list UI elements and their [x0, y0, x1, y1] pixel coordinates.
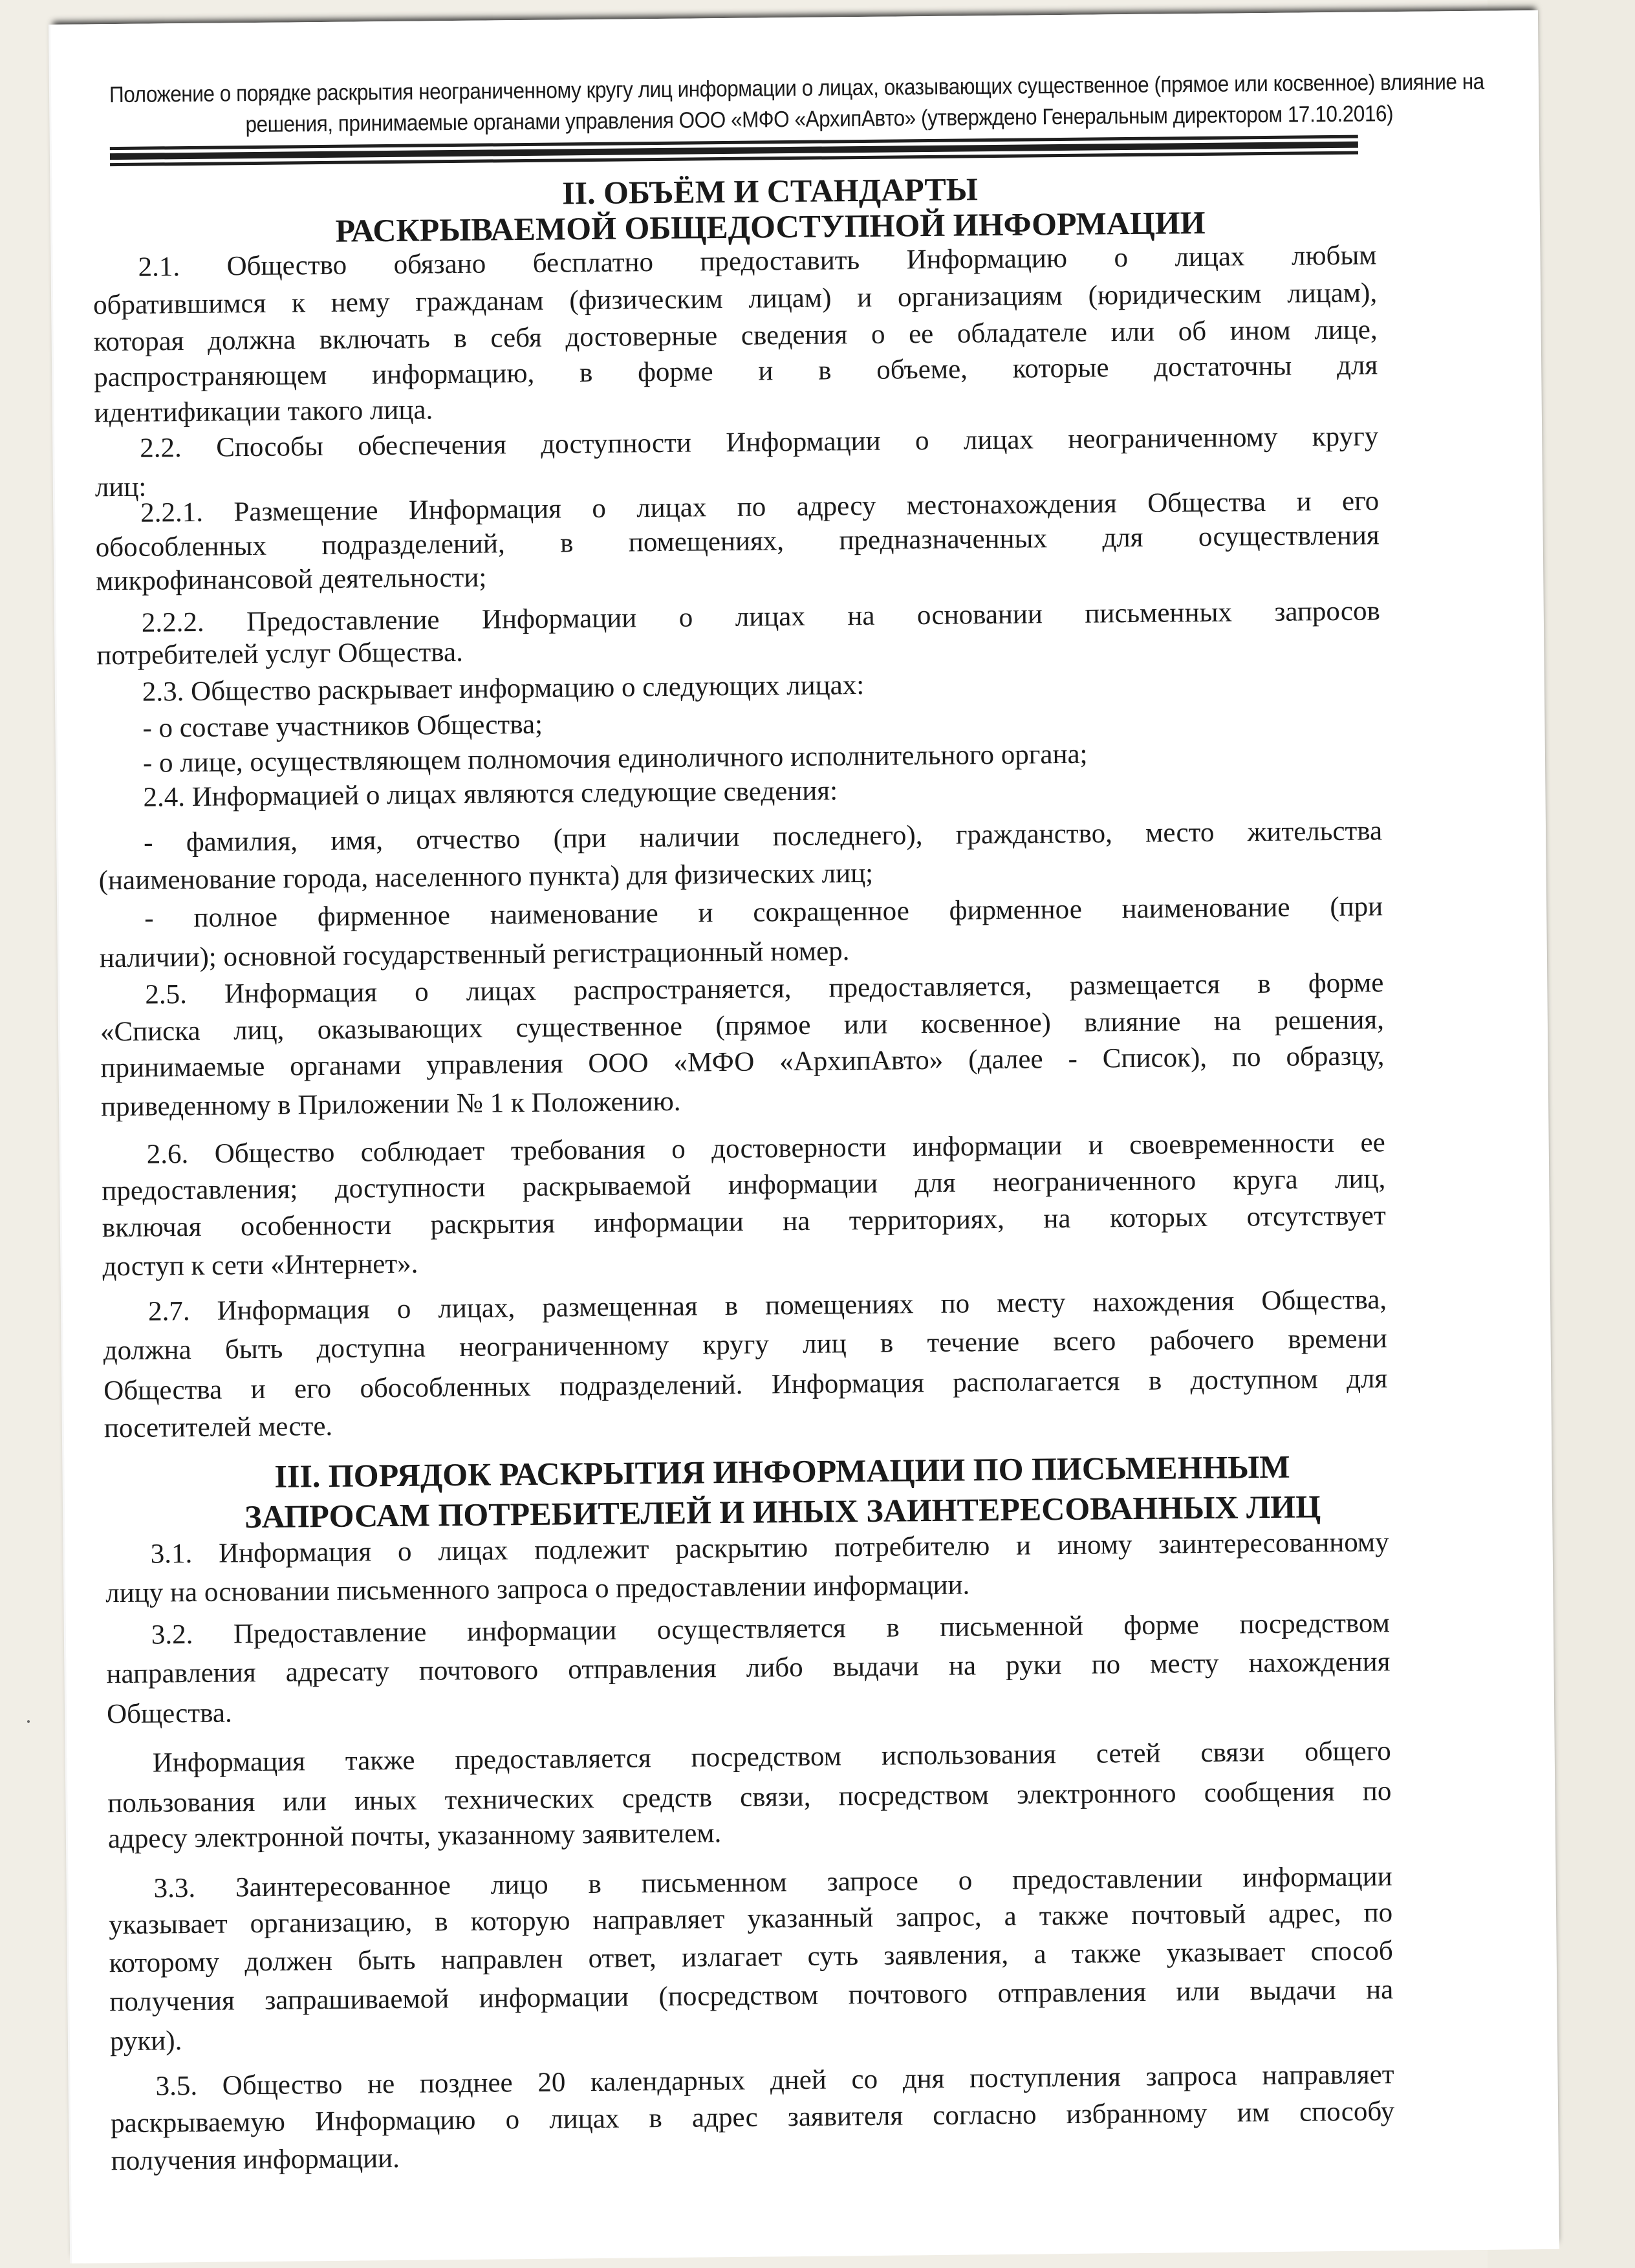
body-text-line: 3.3. Заинтересованное лицо в письменном запросе о предоставлении информации: [153, 1861, 1392, 1904]
body-text-line: руки).: [109, 2025, 182, 2057]
body-text-line: доступ к сети «Интернет».: [102, 1248, 418, 1282]
body-text-line: 2.3. Общество раскрывает информацию о следующих лицах:: [142, 669, 865, 707]
body-text-line: (наименование города, населенного пункта) для физических лиц;: [98, 858, 874, 896]
document-page: [50, 10, 1559, 2263]
body-text-line: которому должен быть направлен ответ, излагает суть заявления, а также указывает способ: [109, 1936, 1393, 1979]
body-text-line: Общества.: [106, 1698, 232, 1730]
body-text-line: 2.5. Информация о лицах распространяется, предоставляется, размещается в форме: [145, 967, 1384, 1010]
body-text-line: 2.2. Способы обеспечения доступности Информации о лицах неограниченному кругу: [140, 421, 1379, 464]
body-text-line: предоставления; доступности раскрываемой информации для неограниченного круга лиц,: [102, 1163, 1386, 1207]
body-text-line: 2.2.2. Предоставление Информации о лицах на основании письменных запросов: [141, 596, 1381, 638]
body-text-line: 3.5. Общество не позднее 20 календарных дней со дня поступления запроса направляет: [155, 2059, 1394, 2102]
body-text-line: пользования или иных технических средств связи, посредством электронного сообщения по: [107, 1776, 1392, 1819]
body-text-line: - о составе участников Общества;: [142, 709, 543, 744]
body-text-line: 2.6. Общество соблюдает требования о достоверности информации и своевременности ее: [146, 1127, 1385, 1170]
body-text-line: - о лице, осуществляющем полномочия единоличного исполнительного органа;: [142, 739, 1088, 779]
body-text-line: лиц:: [94, 471, 147, 503]
body-text-line: 2.4. Информацией о лицах являются следующие сведения:: [143, 775, 838, 813]
body-text-line: принимаемые органами управления ООО «МФО «АрхипАвто» (далее - Список), по образцу,: [100, 1041, 1385, 1084]
section-2-title-line-1: II. ОБЪЁМ И СТАНДАРТЫ: [561, 171, 979, 211]
body-text-line: получения информации.: [111, 2143, 400, 2177]
body-text-line: 3.2. Предоставление информации осуществляется в письменной форме посредством: [151, 1608, 1391, 1650]
body-text-line: 2.2.1. Размещение Информация о лицах по адресу местонахождения Общества и его: [140, 486, 1380, 528]
body-text-line: которая должна включать в себя достоверные сведения о ее обладателе или об ином лице,: [93, 314, 1378, 358]
body-text-line: наличии); основной государственный регистрационный номер.: [99, 936, 850, 974]
body-text-line: включая особенности раскрытия информации на территориях, на которых отсутствует: [102, 1200, 1387, 1244]
body-text-line: распространяющем информацию, в форме и в объеме, которые достаточны для: [94, 350, 1378, 393]
body-text-line: обратившимся к нему гражданам (физическим лицам) и организациям (юридическим лицам),: [92, 277, 1378, 321]
body-text-line: должна быть доступна неограниченному кругу лиц в течение всего рабочего времени: [103, 1323, 1387, 1366]
body-text-line: Информация также предоставляется посредством использования сетей связи общего: [152, 1736, 1391, 1778]
body-text-line: 3.1. Информация о лицах подлежит раскрытию потребителю и иному заинтересованному: [150, 1527, 1389, 1570]
body-text-line: получения запрашиваемой информации (посредством почтового отправления или выдачи на: [109, 1974, 1394, 2018]
body-text-line: микрофинансовой деятельности;: [96, 562, 487, 597]
body-text-line: приведенному в Приложении № 1 к Положению.: [100, 1086, 681, 1123]
body-text-line: 2.7. Информация о лицах, размещенная в помещениях по месту нахождения Общества,: [147, 1284, 1387, 1327]
body-text-line: указывает организацию, в которую направляет указанный запрос, а также почтовый адрес, по: [108, 1897, 1393, 1941]
body-text-line: Общества и его обособленных подразделений. Информация располагается в доступном для: [103, 1363, 1388, 1407]
body-text-line: посетителей месте.: [103, 1410, 333, 1444]
section-3-title-line-2: ЗАПРОСАМ ПОТРЕБИТЕЛЕЙ И ИНЫХ ЗАИНТЕРЕСОВАННЫХ ЛИЦ: [244, 1488, 1321, 1535]
body-text-line: потребителей услуг Общества.: [96, 636, 464, 671]
body-text-line: лицу на основании письменного запроса о предоставлении информации.: [105, 1570, 970, 1609]
body-text-line: раскрываемую Информацию о лицах в адрес заявителя согласно избранному им способу: [110, 2096, 1395, 2139]
running-header-line-2: решения, принимаемые органами управления ООО «МФО «АрхипАвто» (утверждено Генеральным директором 17.10.2016): [245, 101, 1394, 138]
section-3-title-line-1: III. ПОРЯДОК РАСКРЫТИЯ ИНФОРМАЦИИ ПО ПИСЬМЕННЫМ: [274, 1448, 1290, 1495]
body-text-line: «Списка лиц, оказывающих существенное (прямое или косвенное) влияние на решения,: [100, 1004, 1385, 1048]
section-2-title-line-2: РАСКРЫВАЕМОЙ ОБЩЕДОСТУПНОЙ ИНФОРМАЦИИ: [335, 204, 1206, 249]
body-text-line: направления адресату почтового отправления либо выдачи на руки по месту нахождения: [106, 1647, 1391, 1690]
body-text-line: 2.1. Общество обязано бесплатно предоставить Информацию о лицах любым: [138, 240, 1377, 283]
body-text-line: - фамилия, имя, отчество (при наличии последнего), гражданство, место жительства: [143, 815, 1383, 858]
body-text-line: адресу электронной почты, указанному заявителем.: [107, 1818, 722, 1855]
running-header-line-1: Положение о порядке раскрытия неограниченному кругу лиц информации о лицах, оказывающих существенное (прямое или косвенное) влияние на: [109, 69, 1484, 108]
body-text-line: - полное фирменное наименование и сокращенное фирменное наименование (при: [144, 891, 1383, 934]
body-text-line: обособленных подразделений, в помещениях, предназначенных для осуществления: [95, 520, 1380, 563]
scan-speck: [27, 1720, 30, 1723]
body-text-line: идентификации такого лица.: [94, 394, 433, 429]
